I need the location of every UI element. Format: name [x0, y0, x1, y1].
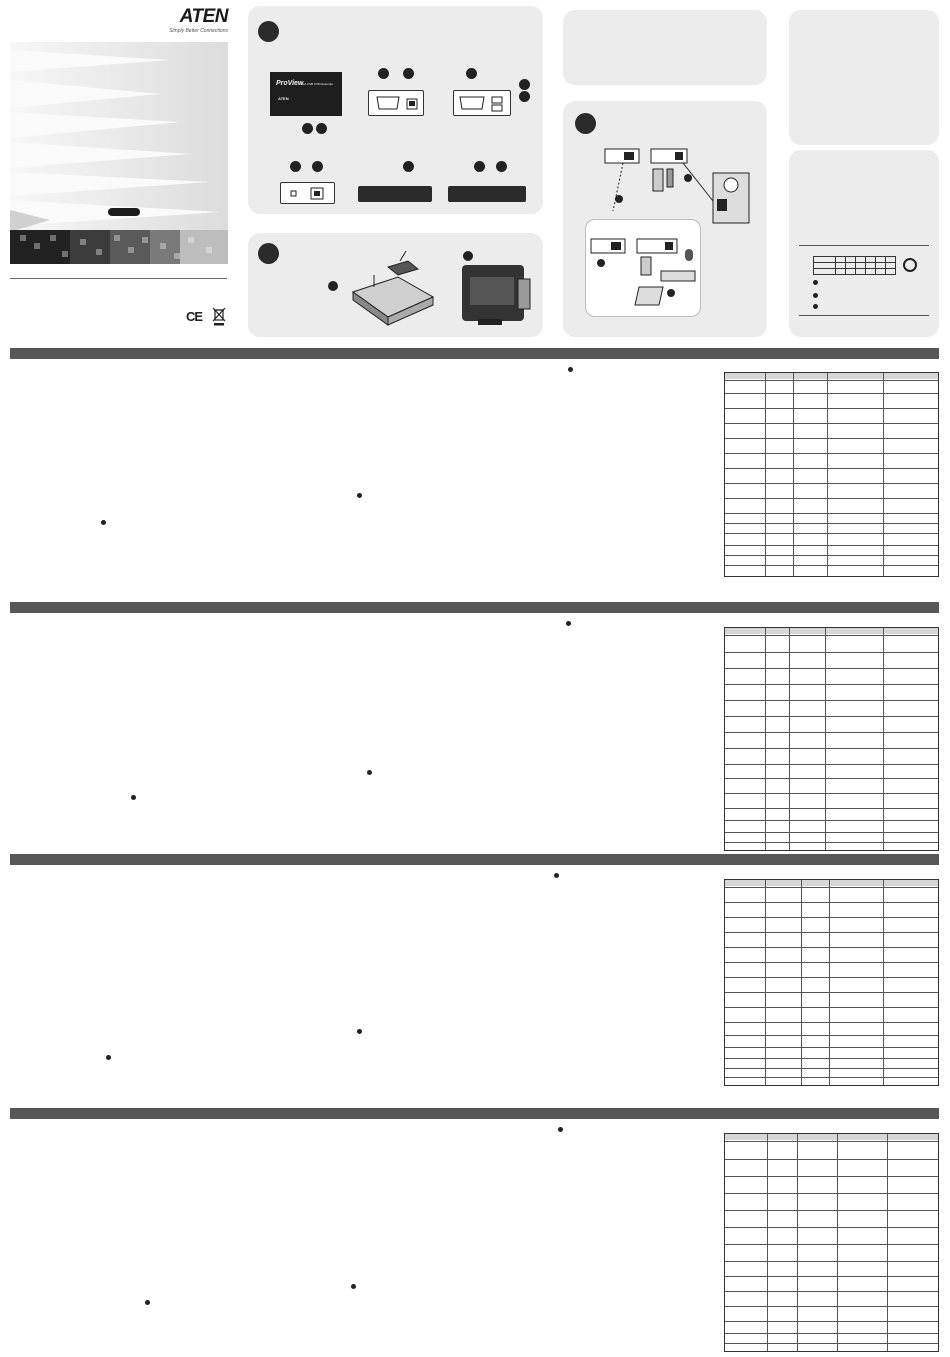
section-4-bullet-c — [145, 1300, 150, 1305]
callout-11 — [474, 161, 485, 172]
rohs-rule-top — [799, 245, 929, 246]
panel-rohs-top — [789, 10, 939, 145]
section-1-bullet-b — [357, 493, 362, 498]
rohs-rule-bottom — [799, 315, 929, 316]
section-bar-1 — [10, 348, 939, 359]
cover-model-badge — [108, 208, 140, 216]
local-rear-panel — [453, 90, 511, 116]
spec-table-3 — [724, 879, 939, 1086]
callout-5 — [466, 68, 477, 79]
cover-divider — [10, 278, 227, 279]
brand-block — [168, 6, 228, 34]
callout-2 — [316, 123, 327, 134]
section-4-bullet-a — [558, 1127, 563, 1132]
section-1-bullet-c — [101, 520, 106, 525]
proview-brand: ProView — [276, 80, 304, 87]
rohs-note-marker-3 — [813, 304, 818, 309]
callout-6 — [519, 79, 530, 90]
unit-side-view — [358, 186, 432, 202]
mounted-unit-illustration — [458, 255, 536, 338]
panel-hardware-review — [248, 6, 543, 214]
panel-rohs — [789, 150, 939, 337]
installation-wiring — [563, 101, 767, 337]
section-2-bullet-c — [131, 795, 136, 800]
ce-mark: CE — [186, 309, 203, 324]
cover-graphic — [10, 42, 228, 264]
callout-1 — [302, 123, 313, 134]
aten-logo: ATEN — [179, 6, 228, 27]
callout-8 — [290, 161, 301, 172]
rohs-note-marker-2 — [813, 293, 818, 298]
spec-table-1 — [724, 372, 939, 577]
panel-installation — [563, 101, 767, 337]
callout-3 — [378, 68, 389, 79]
section-4-bullet-b — [351, 1284, 356, 1289]
spec-table-2 — [724, 627, 939, 851]
epup-icon — [903, 258, 917, 272]
brand-tagline: Simply Better Connections — [169, 28, 228, 34]
section-2-bullet-a — [566, 621, 571, 626]
remote-rear-panel — [368, 90, 424, 116]
section-bar-2 — [10, 602, 939, 613]
rohs-table — [813, 256, 896, 275]
rj45-panel — [280, 182, 335, 204]
callout-9 — [312, 161, 323, 172]
section-3-bullet-a — [554, 873, 559, 878]
section-3-bullet-c — [106, 1055, 111, 1060]
section-b-marker — [258, 243, 279, 264]
section-1-bullet-a — [568, 367, 573, 372]
front-panel-model: VGA USB KVM Extender — [300, 82, 334, 86]
section-bar-4 — [10, 1108, 939, 1119]
section-bar-3 — [10, 854, 939, 865]
spec-table-4 — [724, 1133, 939, 1352]
unit-side-view-alt — [448, 186, 526, 202]
section-2-bullet-b — [367, 770, 372, 775]
panel-mounting — [248, 233, 543, 337]
rohs-note-marker-1 — [813, 280, 818, 285]
callout-mount-1 — [328, 281, 338, 291]
callout-4 — [403, 68, 414, 79]
mounting-plate-illustration — [348, 247, 438, 332]
section-3-bullet-b — [357, 1029, 362, 1034]
callout-10 — [403, 161, 414, 172]
callout-7 — [519, 91, 530, 102]
callout-12 — [496, 161, 507, 172]
section-a-marker — [258, 21, 279, 42]
front-panel-maker: ATEN — [278, 96, 289, 101]
weee-bin-icon — [212, 306, 226, 331]
front-panel-label — [270, 72, 342, 116]
panel-notes-top — [563, 10, 767, 85]
